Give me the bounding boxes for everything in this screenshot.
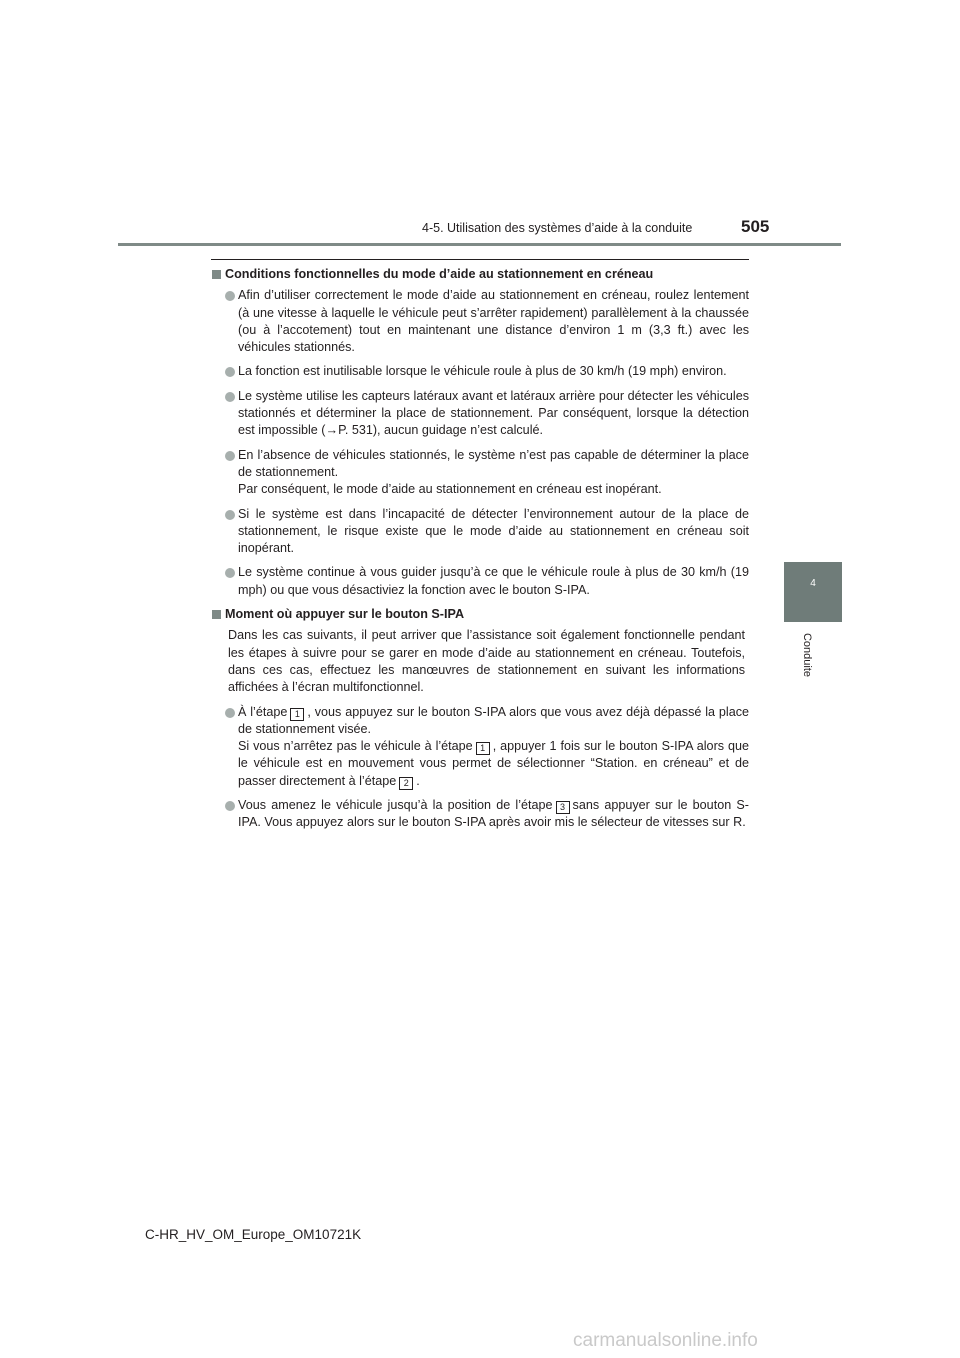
list-item <box>211 363 749 380</box>
text-run: , appuyer 1 fois sur le bouton S-IPA alors que le véhicule est en mouvement vous permet de sélectionner “Station. en créneau” et de passer directement à l’étape <box>238 739 749 788</box>
text-run: Vous amenez le véhicule jusqu’à la position de l’étape <box>238 798 553 813</box>
text-run: , vous appuyez sur le bouton S-IPA alors que vous avez déjà dépassé la place de stationnement visée. <box>238 704 750 736</box>
list-item-text: En l’absence de véhicules stationnés, le système n’est pas capable de déterminer la place de stationnement. <box>238 447 749 479</box>
list-item-text <box>238 704 749 739</box>
step-number-box: 1 <box>290 708 304 721</box>
text-run: . <box>416 773 420 788</box>
square-bullet-icon <box>212 270 221 279</box>
circle-bullet-icon <box>225 291 235 301</box>
list-item <box>211 797 749 832</box>
document-code: C-HR_HV_OM_Europe_OM10721K <box>145 1227 362 1242</box>
list-item <box>211 506 749 558</box>
header-rule <box>118 243 841 246</box>
section-heading-text: Conditions fonctionnelles du mode d’aide au stationnement en créneau <box>225 267 654 281</box>
list-item <box>211 447 749 499</box>
list-item-text: Le système utilise les capteurs latéraux avant et latéraux arrière pour détecter les véhicules stationnés et déterminer la place de stationnement. Par conséquent, lorsque la détection est impossible (→P. 531), aucun guidage n’est calculé. <box>238 388 749 438</box>
section-heading-text: Moment où appuyer sur le bouton S-IPA <box>225 607 465 622</box>
list-item-text: Si le système est dans l’incapacité de détecter l’environnement autour de la place de stationnement, le risque existe que le mode d’aide au stationnement en créneau soit inopérant. <box>238 506 749 556</box>
list-item <box>211 287 749 356</box>
list-item-text: La fonction est inutilisable lorsque le véhicule roule à plus de 30 km/h (19 mph) environ. <box>238 364 727 379</box>
step-number-box: 3 <box>556 801 570 814</box>
step-number-box: 1 <box>476 742 490 755</box>
list-item-text <box>238 798 749 829</box>
section-title: 4-5. Utilisation des systèmes d’aide à la conduite <box>422 221 693 235</box>
step-number-box: 2 <box>399 777 413 790</box>
circle-bullet-icon <box>225 801 235 811</box>
list-item <box>211 704 749 790</box>
square-bullet-icon <box>212 610 221 619</box>
section-rule <box>211 259 749 260</box>
text-run: sans appuyer sur le bouton S-IPA. Vous appuyez alors sur le bouton S-IPA après avoir mis le sélecteur de vitesses sur R. <box>238 798 749 830</box>
section-heading <box>211 606 749 623</box>
circle-bullet-icon <box>225 708 235 718</box>
list-item <box>211 388 749 440</box>
list-item-text: Le système continue à vous guider jusqu’à ce que le véhicule roule à plus de 30 km/h (19 mph) ou que vous désactiviez la fonction avec le bouton S-IPA. <box>238 565 749 597</box>
watermark: carmanualsonline.info <box>573 1330 758 1351</box>
circle-bullet-icon <box>225 367 235 377</box>
chapter-tab <box>784 562 842 622</box>
page-number: 505 <box>741 217 770 236</box>
page-content <box>211 266 749 839</box>
chapter-number: 4 <box>810 578 816 589</box>
text-run: À l’étape <box>238 704 288 719</box>
list-item <box>211 564 749 599</box>
text-run: Si vous n’arrêtez pas le véhicule à l’étape <box>238 739 473 754</box>
list-item-text: Par conséquent, le mode d’aide au stationnement en créneau est inopérant. <box>238 482 662 497</box>
circle-bullet-icon <box>225 510 235 520</box>
list-item-text: Afin d’utiliser correctement le mode d’aide au stationnement en créneau, roulez lentement (à une vitesse à laquelle le véhicule peut s’arrêter rapidement) parallèlement à la chaussée (ou à l’accotement) tout en maintenant une distance d’environ 1 m (3,3 ft.) avec les véhicules stationnés. <box>238 288 749 355</box>
chapter-label: Conduite <box>801 632 813 678</box>
circle-bullet-icon <box>225 392 235 402</box>
circle-bullet-icon <box>225 451 235 461</box>
intro-paragraph: Dans les cas suivants, il peut arriver que l’assistance soit également fonctionnelle pendant les étapes à suivre pour se garer en mode d’aide au stationnement en créneau. Toutefois, dans ces cas, effectuez les manœuvres de stationnement en suivant les informations affichées à l’écran multifonctionnel. <box>228 628 745 695</box>
list-item-text <box>238 738 749 790</box>
section-heading <box>211 266 749 283</box>
circle-bullet-icon <box>225 568 235 578</box>
